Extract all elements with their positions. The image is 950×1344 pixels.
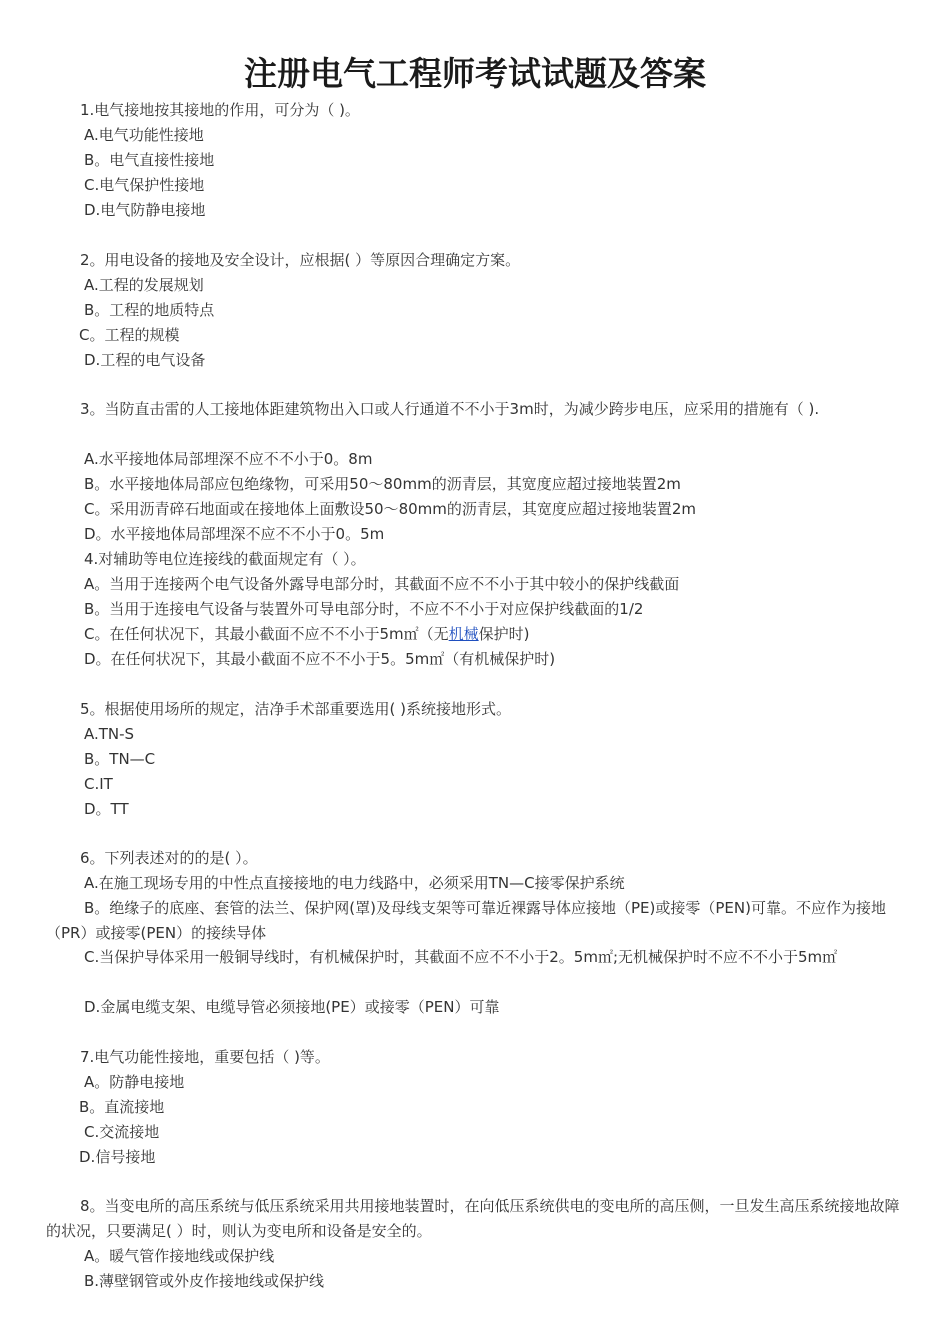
question-1-option-b: B。电气直接性接地	[84, 151, 215, 169]
question-3-option-a: A.水平接地体局部埋深不应不不小于0。8m	[84, 450, 373, 468]
question-4-option-c-tail: 保护时)	[478, 625, 530, 643]
question-7-option-b: B。直流接地	[79, 1098, 165, 1116]
question-1-option-a: A.电气功能性接地	[84, 126, 204, 144]
question-6-option-a: A.在施工现场专用的中性点直接接地的电力线路中，必须采用TN—C接零保护系统	[84, 874, 625, 892]
question-5-option-b: B。TN—C	[84, 750, 156, 768]
question-5-stem: 5。根据使用场所的规定，洁净手术部重要选用( )系统接地形式。	[80, 700, 512, 718]
question-6-option-b: B。绝缘子的底座、套管的法兰、保护网(罩)及母线支架等可靠近裸露导体应接地（PE)或接零（PEN)可靠。不应作为接地（PR）或接零(PEN）的接续导体	[46, 899, 886, 942]
question-4-stem: 4.对辅助等电位连接线的截面规定有（ ）。	[84, 550, 366, 568]
question-3-stem: 3。当防直击雷的人工接地体距建筑物出入口或人行通道不不小于3m时，为减少跨步电压，应采用的措施有（ ).	[80, 400, 820, 418]
question-5-option-a: A.TN-S	[84, 725, 135, 743]
question-4-option-c	[46, 622, 906, 647]
question-6-option-c: C.当保护导体采用一般铜导线时，有机械保护时，其截面不应不不小于2。5m㎡;无机械保护时不应不不小于5m㎡	[84, 948, 838, 966]
question-7-stem: 7.电气功能性接地，重要包括（ )等。	[80, 1048, 330, 1066]
question-8-option-b: B.薄壁钢管或外皮作接地线或保护线	[84, 1272, 325, 1290]
question-1-option-d: D.电气防静电接地	[84, 201, 206, 219]
question-5-option-c: C.IT	[84, 775, 113, 793]
question-1-stem: 1.电气接地按其接地的作用，可分为（ )。	[80, 101, 360, 119]
question-3-option-d: D。水平接地体局部埋深不应不不小于0。5m	[84, 525, 385, 543]
question-2-option-c: C。工程的规模	[79, 326, 180, 344]
question-7-option-d: D.信号接地	[79, 1148, 156, 1166]
question-6-stem: 6。下列表述对的的是( ）。	[80, 849, 258, 867]
question-1-option-c: C.电气保护性接地	[84, 176, 205, 194]
question-7-option-a: A。防静电接地	[84, 1073, 185, 1091]
question-6-option-d: D.金属电缆支架、电缆导管必须接地(PE）或接零（PEN）可靠	[84, 998, 500, 1016]
question-5-option-d: D。TT	[84, 800, 129, 818]
question-3-option-b: B。水平接地体局部应包绝缘物，可采用50～80mm的沥青层，其宽度应超过接地装置2m	[84, 475, 681, 493]
question-2-option-a: A.工程的发展规划	[84, 276, 204, 294]
question-8-stem: 8。当变电所的高压系统与低压系统采用共用接地装置时，在向低压系统供电的变电所的高压侧，一旦发生高压系统接地故障的状况，只要满足( ）时，则认为变电所和设备是安全的。	[46, 1197, 900, 1240]
question-4-option-c-text: C。在任何状况下，其最小截面不应不不小于5m㎡（无	[84, 625, 449, 643]
question-4-option-b: B。当用于连接电气设备与装置外可导电部分时，不应不不小于对应保护线截面的1/2	[84, 600, 644, 618]
question-3-option-c: C。采用沥青碎石地面或在接地体上面敷设50～80mm的沥青层，其宽度应超过接地装置2m	[84, 500, 697, 518]
question-2-stem: 2。用电设备的接地及安全设计，应根据( ）等原因合理确定方案。	[80, 251, 521, 269]
question-2-option-b: B。工程的地质特点	[84, 301, 215, 319]
machinery-link[interactable]: 机械	[448, 625, 479, 643]
question-2-option-d: D.工程的电气设备	[84, 351, 206, 369]
question-4-option-d: D。在任何状况下，其最小截面不应不不小于5。5m㎡（有机械保护时)	[84, 650, 556, 668]
question-7-option-c: C.交流接地	[84, 1123, 160, 1141]
document-title: 注册电气工程师考试试题及答案	[244, 54, 706, 93]
question-4-option-a: A。当用于连接两个电气设备外露导电部分时，其截面不应不不小于其中较小的保护线截面	[84, 575, 680, 593]
question-8-option-a: A。暖气管作接地线或保护线	[84, 1247, 275, 1265]
